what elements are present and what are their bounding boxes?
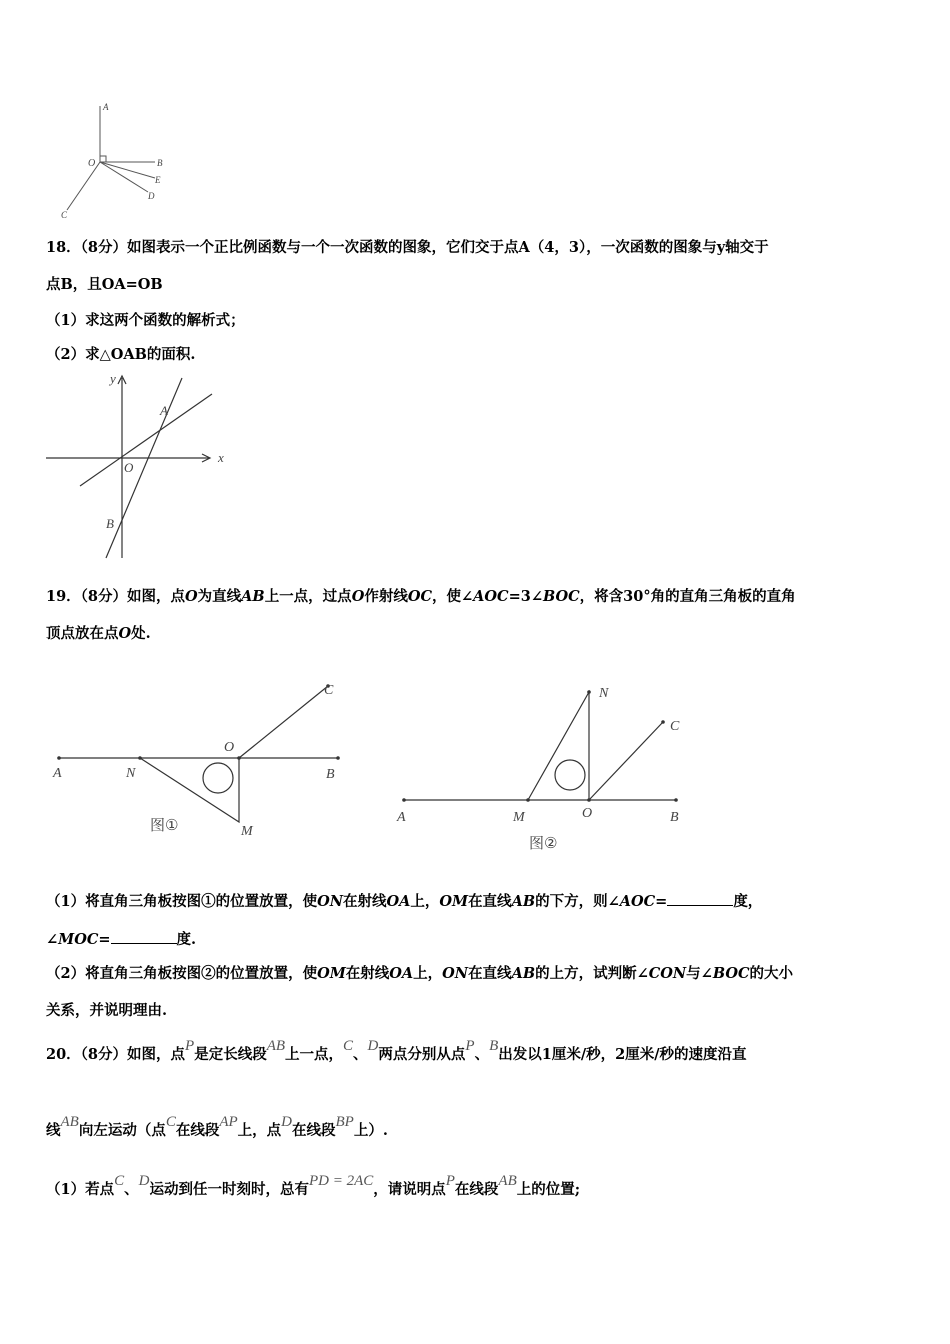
label-N: N bbox=[126, 766, 136, 781]
q20-line2: 线AB向左运动（点C在线段AP上，点D在线段BP上）. bbox=[46, 1114, 388, 1139]
label-A: A bbox=[103, 102, 109, 112]
label-O: O bbox=[224, 740, 235, 755]
figure-19-1 bbox=[48, 672, 348, 847]
label-B: B bbox=[106, 516, 114, 531]
q18-line2: 点B，且OA=OB bbox=[46, 276, 163, 293]
label-y: y bbox=[110, 371, 116, 386]
q19-sub1-line2: ∠MOC= 度. bbox=[46, 931, 197, 948]
label-C: C bbox=[324, 683, 334, 698]
label-A: A bbox=[397, 810, 406, 825]
label-E: E bbox=[155, 175, 161, 185]
label-B: B bbox=[326, 767, 335, 782]
label-O: O bbox=[582, 806, 593, 821]
label-A: A bbox=[160, 403, 168, 418]
label-M: M bbox=[241, 824, 253, 839]
q19-sub1-line1: （1）将直角三角板按图①的位置放置，使ON在射线OA上，OM在直线AB的下方，则∠AOC= 度， bbox=[46, 893, 763, 910]
label-A: A bbox=[53, 766, 62, 781]
q18-sub1: （1）求这两个函数的解析式； bbox=[46, 312, 245, 329]
caption-1: 图① bbox=[150, 816, 179, 834]
q19-line2: 顶点放在点O处. bbox=[46, 625, 151, 642]
q19-sub2-line1: （2）将直角三角板按图②的位置放置，使OM在射线OA上，ON在直线AB的上方，试判断∠CON与∠BOC的大小 bbox=[46, 965, 794, 982]
q19-line1: 19．（8分）如图，点O为直线AB上一点，过点O作射线OC，使∠AOC=3∠BOC，将含30°角的直角三角板的直角 bbox=[46, 588, 796, 605]
q20-sub1: （1）若点C、D运动到任一时刻时，总有PD = 2AC，请说明点P在线段AB上的位置; bbox=[46, 1173, 581, 1198]
answer-blank[interactable] bbox=[667, 892, 733, 906]
label-O: O bbox=[88, 158, 96, 169]
q19-sub2-line2: 关系，并说明理由. bbox=[46, 1002, 168, 1019]
label-O: O bbox=[124, 460, 134, 475]
label-N: N bbox=[599, 686, 609, 701]
caption-2: 图② bbox=[529, 834, 558, 852]
q18-line1: 18．（8分）如图表示一个正比例函数与一个一次函数的图象，它们交于点A（4，3），一次函数的图象与y轴交于 bbox=[46, 239, 769, 256]
label-B: B bbox=[157, 158, 163, 168]
label-C: C bbox=[670, 719, 680, 734]
label-B: B bbox=[670, 810, 679, 825]
label-D: D bbox=[148, 191, 155, 201]
q20-line1: 20．（8分）如图，点P是定长线段AB上一点，C、D两点分别从点P、B出发以1厘米/秒，2厘米/秒的速度沿直 bbox=[46, 1038, 747, 1063]
answer-blank[interactable] bbox=[111, 930, 177, 944]
figure-coordinate-plane bbox=[44, 372, 234, 562]
figure-rays bbox=[55, 98, 185, 223]
label-C: C bbox=[61, 210, 68, 220]
q18-sub2: （2）求△OAB的面积. bbox=[46, 346, 196, 363]
label-x: x bbox=[218, 450, 224, 465]
label-M: M bbox=[513, 810, 525, 825]
figure-19-2 bbox=[392, 680, 692, 860]
